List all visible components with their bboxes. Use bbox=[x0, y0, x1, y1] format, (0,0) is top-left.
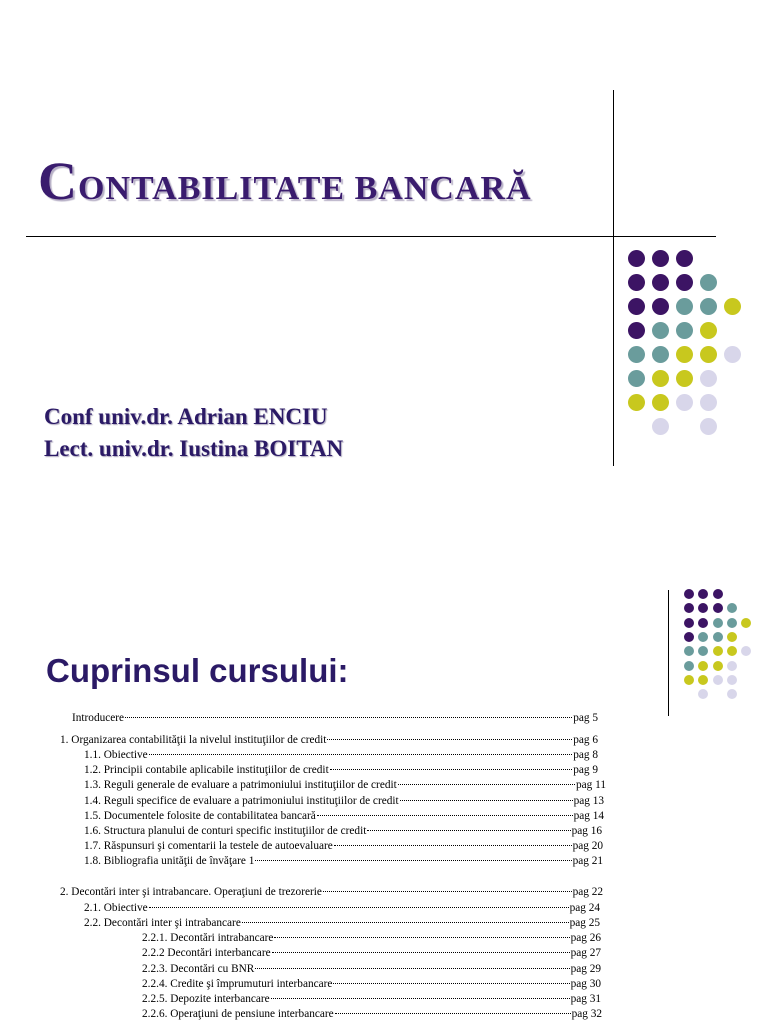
toc-entry-label: 1.5. Documentele folosite de contabilitatea bancară bbox=[84, 810, 316, 822]
small-dot-teal bbox=[684, 646, 694, 656]
toc-leader-dots bbox=[323, 890, 572, 892]
toc-entry bbox=[84, 916, 600, 931]
toc-leader-dots bbox=[149, 753, 573, 755]
toc-leader-dots bbox=[400, 799, 573, 801]
toc-entry-page: pag 29 bbox=[570, 963, 601, 975]
toc-leader-dots bbox=[317, 814, 573, 816]
toc-entry bbox=[84, 824, 602, 839]
toc-entry bbox=[142, 977, 601, 992]
large-dot-lavender bbox=[700, 394, 717, 411]
toc-leader-dots bbox=[255, 859, 571, 861]
large-dot-yellow bbox=[676, 346, 693, 363]
toc-entry-label: 2.1. Obiective bbox=[84, 902, 148, 914]
large-dot-teal bbox=[652, 322, 669, 339]
large-dot-teal bbox=[628, 346, 645, 363]
toc-leader-dots bbox=[330, 768, 572, 770]
large-dot-purple bbox=[652, 250, 669, 267]
toc-entry-page: pag 8 bbox=[573, 749, 598, 761]
toc-entry-label: 2.2.3. Decontări cu BNR bbox=[142, 963, 255, 975]
toc-leader-dots bbox=[333, 982, 569, 984]
toc-entry bbox=[84, 839, 603, 854]
large-dot-lavender bbox=[652, 418, 669, 435]
toc-entry-page: pag 30 bbox=[570, 978, 601, 990]
title-rest-2: ANCARĂ bbox=[378, 170, 532, 207]
large-dot-purple bbox=[652, 274, 669, 291]
toc-entry-label: 1.8. Bibliografia unităţii de învăţare 1 bbox=[84, 855, 255, 867]
toc-entry-label: 1.3. Reguli generale de evaluare a patrimoniului instituţiilor de credit bbox=[84, 779, 397, 791]
large-dot-purple bbox=[628, 322, 645, 339]
small-dot-yellow bbox=[727, 646, 737, 656]
large-dot-teal bbox=[676, 298, 693, 315]
toc-entry bbox=[60, 733, 598, 748]
toc-entry-label: Introducere bbox=[72, 712, 125, 724]
toc-entry bbox=[84, 809, 604, 824]
toc-entry bbox=[142, 931, 601, 946]
toc-entry-page: pag 11 bbox=[575, 779, 606, 791]
toc-entry-page: pag 20 bbox=[572, 840, 603, 852]
large-dot-lavender bbox=[700, 370, 717, 387]
small-dot-lavender bbox=[698, 689, 708, 699]
toc-entry bbox=[142, 992, 601, 1007]
toc-entry-label: 2.2.5. Depozite interbancare bbox=[142, 993, 270, 1005]
large-dot-purple bbox=[652, 298, 669, 315]
toc-entry-label: 2.2.4. Credite şi împrumuturi interbancare bbox=[142, 978, 333, 990]
toc-entry bbox=[84, 794, 604, 809]
toc-leader-dots bbox=[327, 738, 572, 740]
large-dot-teal bbox=[700, 274, 717, 291]
toc-entry-page: pag 5 bbox=[573, 712, 598, 724]
small-dot-yellow bbox=[741, 618, 751, 628]
large-dot-yellow bbox=[652, 370, 669, 387]
large-dot-yellow bbox=[652, 394, 669, 411]
toc-entry-label: 1.1. Obiective bbox=[84, 749, 148, 761]
toc-entry bbox=[72, 711, 598, 726]
toc-entry-label: 2. Decontări inter şi intrabancare. Operaţiuni de trezorerie bbox=[60, 886, 322, 898]
document-title bbox=[38, 150, 532, 212]
large-dot-purple bbox=[628, 250, 645, 267]
author-1: Conf univ.dr. Adrian ENCIU bbox=[44, 404, 328, 429]
small-dot-teal bbox=[698, 646, 708, 656]
horizontal-rule bbox=[26, 236, 716, 237]
small-dot-lavender bbox=[713, 675, 723, 685]
large-dot-purple bbox=[628, 274, 645, 291]
vertical-rule bbox=[613, 90, 614, 466]
large-dot-teal bbox=[628, 370, 645, 387]
toc-entry-label: 1.6. Structura planului de conturi specific instituţiilor de credit bbox=[84, 825, 367, 837]
small-dot-teal bbox=[684, 661, 694, 671]
small-dot-yellow bbox=[713, 661, 723, 671]
title-initial-b: B bbox=[354, 170, 379, 207]
toc-entry-page: pag 13 bbox=[573, 795, 604, 807]
small-dot-lavender bbox=[727, 675, 737, 685]
small-dot-teal bbox=[713, 632, 723, 642]
large-dot-yellow bbox=[700, 322, 717, 339]
small-dot-purple bbox=[713, 589, 723, 599]
small-dot-yellow bbox=[698, 661, 708, 671]
toc-entry-page: pag 21 bbox=[572, 855, 603, 867]
small-dot-teal bbox=[727, 618, 737, 628]
large-dot-teal bbox=[652, 346, 669, 363]
large-dot-lavender bbox=[724, 346, 741, 363]
toc-leader-dots bbox=[272, 951, 570, 953]
large-dot-teal bbox=[700, 298, 717, 315]
toc-entry-label: 2.2. Decontări inter şi intrabancare bbox=[84, 917, 241, 929]
toc-leader-dots bbox=[274, 936, 569, 938]
toc-entry-page: pag 31 bbox=[570, 993, 601, 1005]
toc-entry-page: pag 9 bbox=[573, 764, 598, 776]
toc-entry-label: 2.2.2 Decontări interbancare bbox=[142, 947, 271, 959]
toc-entry-page: pag 14 bbox=[573, 810, 604, 822]
small-dot-lavender bbox=[727, 661, 737, 671]
toc-entry-page: pag 27 bbox=[570, 947, 601, 959]
toc-vertical-rule bbox=[668, 590, 669, 716]
large-dot-yellow bbox=[628, 394, 645, 411]
toc-entry-page: pag 32 bbox=[571, 1008, 602, 1020]
large-dot-lavender bbox=[676, 394, 693, 411]
toc-entry bbox=[60, 885, 603, 900]
toc-entry-label: 1.2. Principii contabile aplicabile instituţiilor de credit bbox=[84, 764, 329, 776]
toc-entry bbox=[84, 778, 606, 793]
toc-leader-dots bbox=[335, 1012, 571, 1014]
toc-leader-dots bbox=[334, 844, 572, 846]
toc-entry-label: 1. Organizarea contabilităţii la nivelul instituţiilor de credit bbox=[60, 734, 327, 746]
small-dot-yellow bbox=[698, 675, 708, 685]
toc-heading: Cuprinsul cursului: bbox=[46, 652, 349, 689]
small-dot-purple bbox=[698, 603, 708, 613]
toc-entry-page: pag 25 bbox=[569, 917, 600, 929]
toc-entry-page: pag 24 bbox=[569, 902, 600, 914]
large-dot-purple bbox=[676, 274, 693, 291]
toc-leader-dots bbox=[149, 906, 569, 908]
toc-entry-label: 1.4. Reguli specifice de evaluare a patrimoniului instituţiilor de credit bbox=[84, 795, 399, 807]
large-dot-lavender bbox=[700, 418, 717, 435]
toc-leader-dots bbox=[242, 921, 569, 923]
large-dot-purple bbox=[628, 298, 645, 315]
author-2: Lect. univ.dr. Iustina BOITAN bbox=[44, 436, 344, 461]
toc-entry bbox=[142, 946, 601, 961]
small-dot-teal bbox=[698, 632, 708, 642]
large-dot-yellow bbox=[724, 298, 741, 315]
small-dot-purple bbox=[684, 618, 694, 628]
toc-entry-page: pag 22 bbox=[572, 886, 603, 898]
small-dot-lavender bbox=[741, 646, 751, 656]
toc-entry bbox=[142, 1007, 602, 1022]
toc-entry-label: 2.2.1. Decontări intrabancare bbox=[142, 932, 274, 944]
small-dot-yellow bbox=[713, 646, 723, 656]
large-dot-yellow bbox=[700, 346, 717, 363]
title-initial-c: C bbox=[38, 151, 78, 211]
small-dot-yellow bbox=[684, 675, 694, 685]
toc-leader-dots bbox=[255, 967, 569, 969]
toc-entry bbox=[142, 962, 601, 977]
small-dot-yellow bbox=[727, 632, 737, 642]
small-dot-lavender bbox=[727, 689, 737, 699]
toc-entry-label: 2.2.6. Operaţiuni de pensiune interbancare bbox=[142, 1008, 334, 1020]
small-dot-teal bbox=[713, 618, 723, 628]
large-dot-yellow bbox=[676, 370, 693, 387]
toc-entry-page: pag 6 bbox=[573, 734, 598, 746]
large-dot-purple bbox=[676, 250, 693, 267]
small-dot-purple bbox=[713, 603, 723, 613]
toc-entry bbox=[84, 901, 600, 916]
title-rest-1: ONTABILITATE bbox=[78, 170, 355, 207]
small-dot-purple bbox=[698, 618, 708, 628]
toc-entry-page: pag 26 bbox=[570, 932, 601, 944]
toc-leader-dots bbox=[271, 997, 570, 999]
toc-entry bbox=[84, 748, 598, 763]
toc-leader-dots bbox=[367, 829, 570, 831]
toc-entry bbox=[84, 854, 603, 869]
small-dot-purple bbox=[684, 603, 694, 613]
toc-entry-label: 1.7. Răspunsuri şi comentarii la testele de autoevaluare bbox=[84, 840, 333, 852]
toc-entry bbox=[84, 763, 598, 778]
toc-leader-dots bbox=[398, 783, 575, 785]
toc-entry-page: pag 16 bbox=[571, 825, 602, 837]
small-dot-purple bbox=[698, 589, 708, 599]
small-dot-purple bbox=[684, 589, 694, 599]
small-dot-purple bbox=[684, 632, 694, 642]
small-dot-teal bbox=[727, 603, 737, 613]
large-dot-teal bbox=[676, 322, 693, 339]
toc-leader-dots bbox=[125, 716, 572, 718]
